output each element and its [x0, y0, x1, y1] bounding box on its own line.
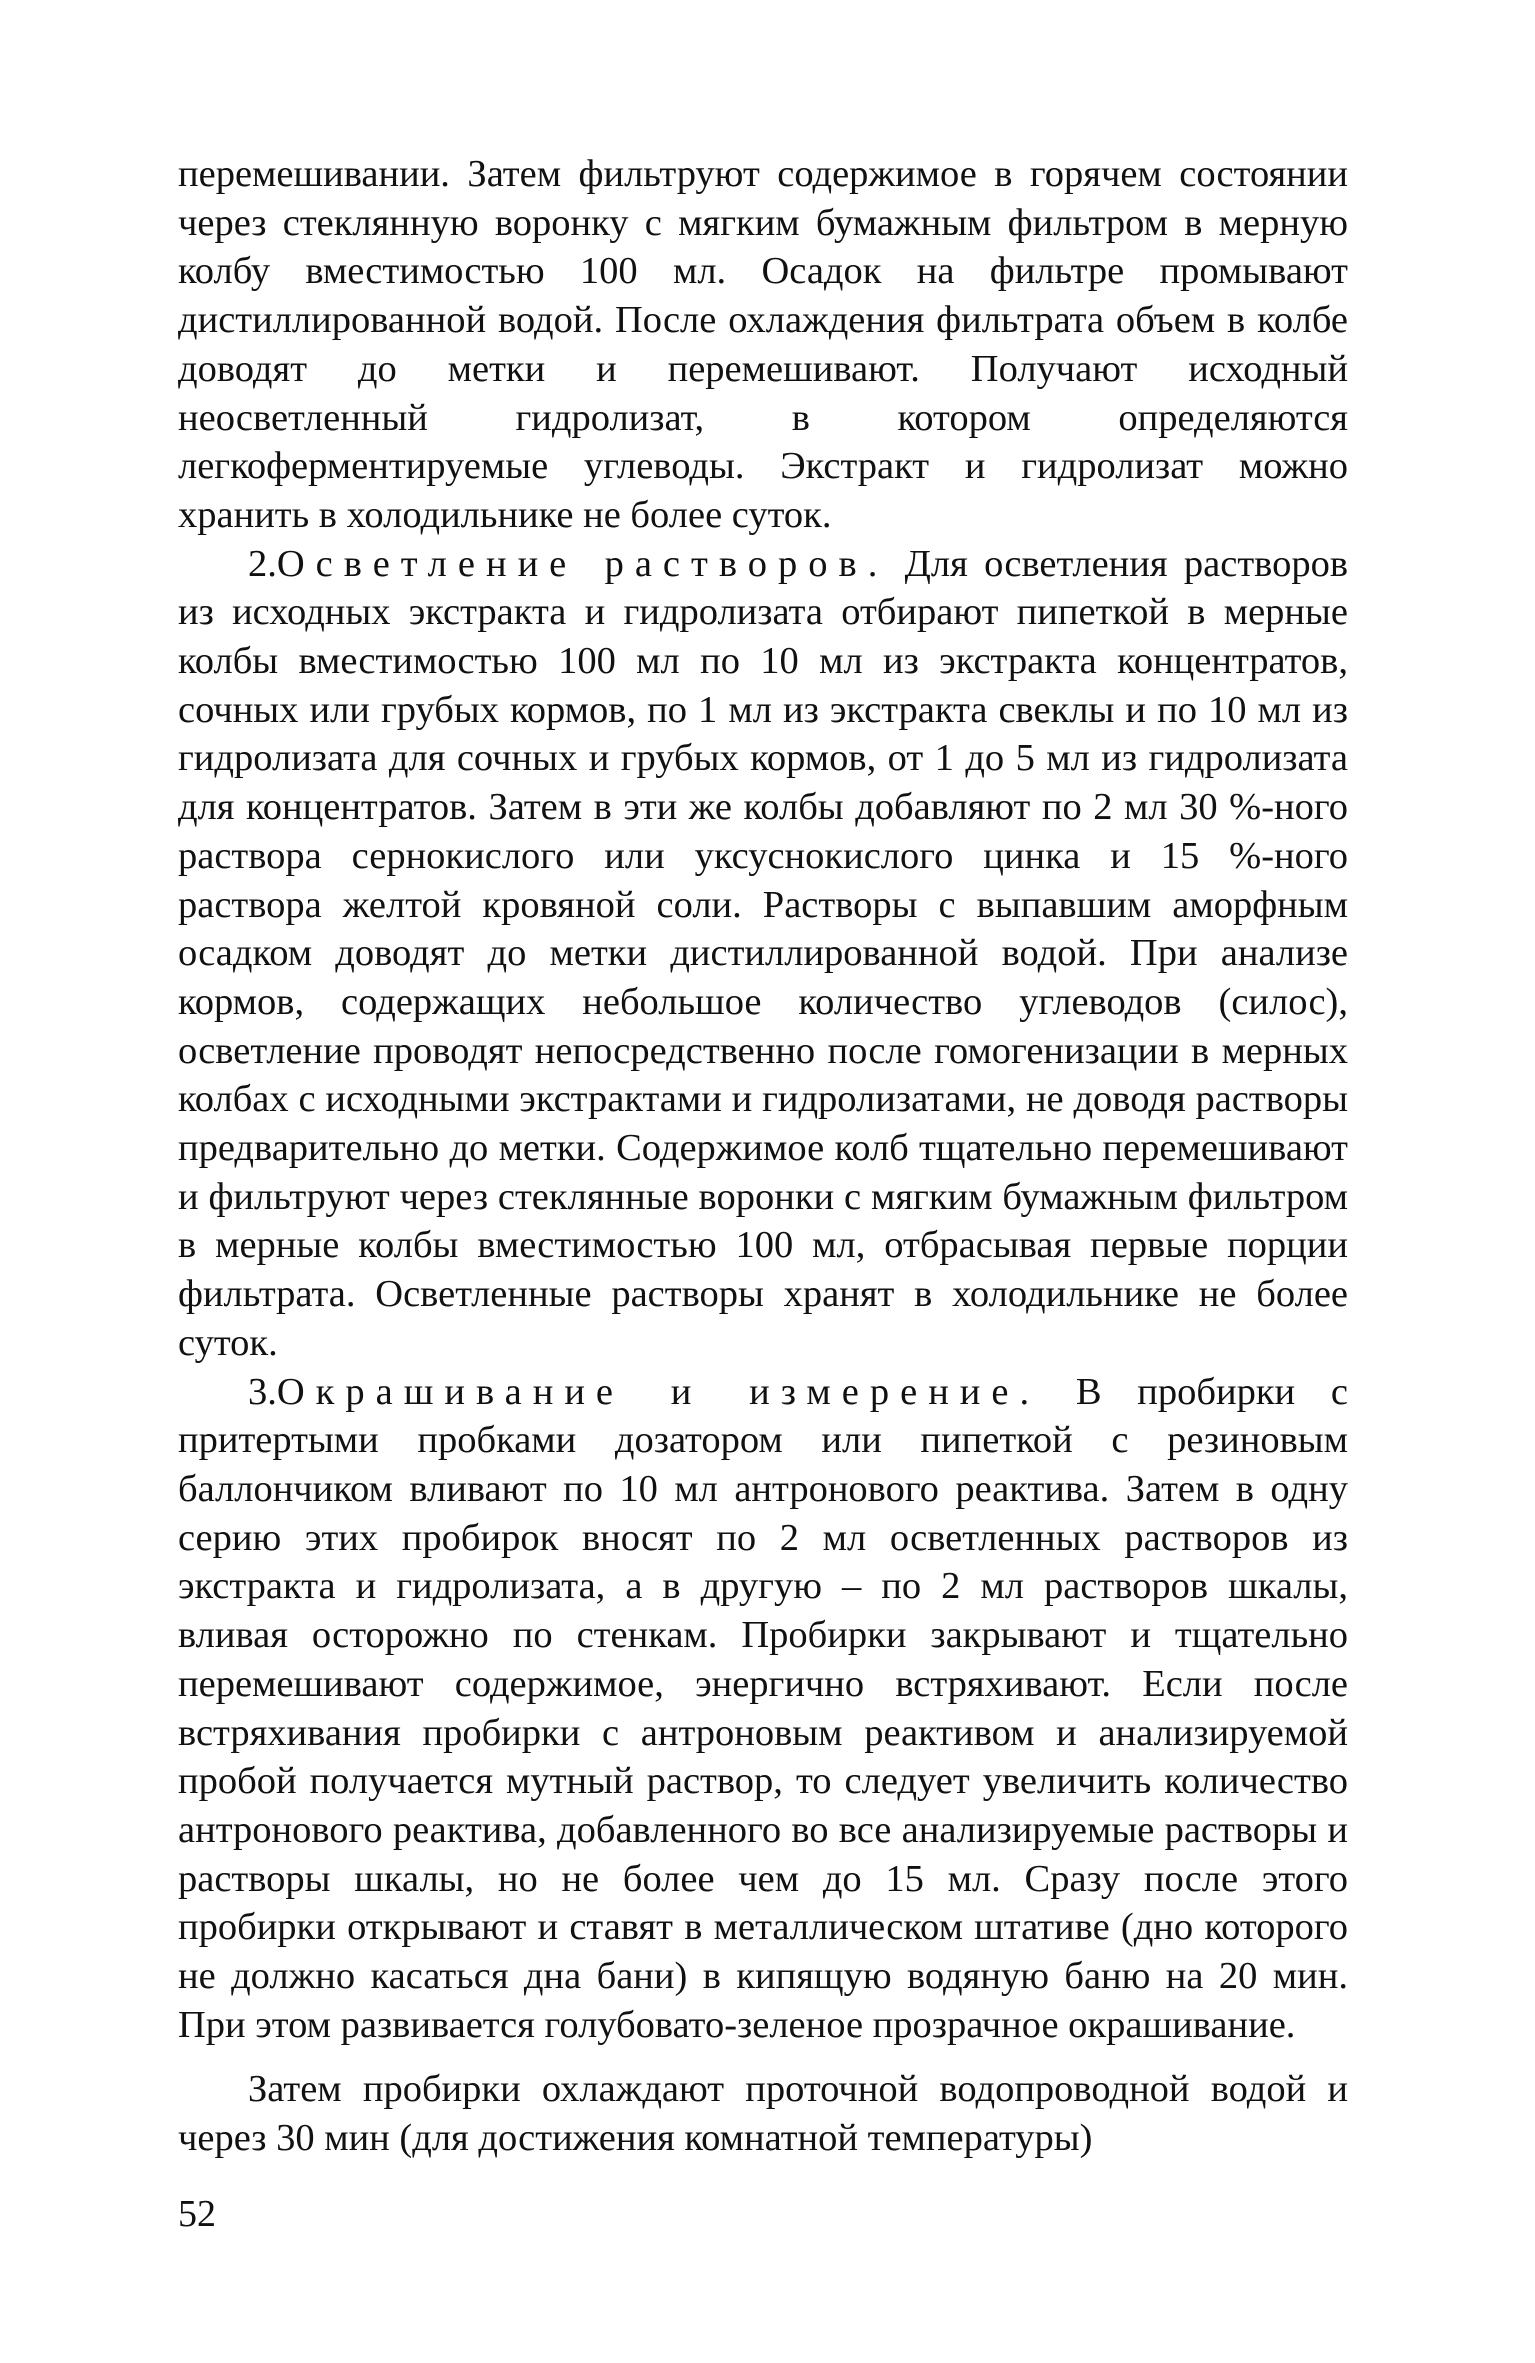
section-number: 2.	[248, 542, 277, 585]
section-heading: Окрашивание и измерение.	[276, 1370, 1041, 1413]
section-text: Для осветления растворов из исходных экстракта и гидролизата отбирают пипеткой в мерные колбы вместимостью 100 мл по 10 мл из экстракта концентратов, сочных или грубых кормов, по 1 мл из экстракта свеклы и по 10 мл из гидролизата для сочных и грубых кормов, от 1 до 5 мл из гидролизата для концентратов. Затем в эти же колбы добавляют по 2 мл 30 %-ного раствора сернокислого или уксуснокислого цинка и 15 %-ного раствора желтой кровяной соли. Растворы с выпавшим аморфным осадком доводят до метки дистиллированной водой. При анализе кормов, содержащих небольшое количество углеводов (силос), осветление проводят непосредственно после гомогенизации в мерных колбах с исходными экстрактами и гидролизатами, не доводя растворы предварительно до метки. Содержимое колб тщательно перемешивают и фильтруют через стеклянные воронки с мягким бумажным фильтром в мерные колбы вместимостью 100 мл, отбрасывая первые порции фильтрата. Осветленные растворы хранят в холодильнике не более суток.	[178, 542, 1348, 1364]
section-coloring	[178, 1368, 1348, 2050]
paragraph-continuation: перемешивании. Затем фильтруют содержимое в горячем состоянии через стеклянную воронку с мягким бумажным фильтром в мерную колбу вместимостью 100 мл. Осадок на фильтре промывают дистиллированной водой. После охлаждения фильтрата объем в колбе доводят до метки и перемешивают. Получают исходный неосветленный гидролизат, в котором определяются легкоферментируемые углеводы. Экстракт и гидролизат можно хранить в холодильнике не более суток.	[178, 153, 1348, 536]
section-number: 3.	[248, 1370, 277, 1413]
section-heading: Осветление растворов.	[276, 542, 889, 585]
page-number: 52	[178, 2193, 216, 2235]
section-text: В пробирки с притертыми пробками дозатором или пипеткой с резиновым баллончиком вливают по 10 мл антронового реактива. Затем в одну серию этих пробирок вносят по 2 мл осветленных растворов из экстракта и гидролизата, а в другую – по 2 мл растворов шкалы, вливая осторожно по стенкам. Пробирки закрывают и тщательно перемешивают содержимое, энергично встряхивают. Если после встряхивания пробирки с антроновым реактивом и анализируемой пробой получается мутный раствор, то следует увеличить количество антронового реактива, добавленного во все анализируемые растворы и растворы шкалы, но не более чем до 15 мл. Сразу после этого пробирки открывают и ставят в металлическом штативе (дно которого не должно касаться дна бани) в кипящую водяную баню на 20 мин. При этом развивается голубовато-зеленое прозрачное окрашивание.	[178, 1370, 1349, 2046]
page-body	[178, 150, 1348, 2163]
section-clarification	[178, 540, 1348, 1368]
paragraph-cooling: Затем пробирки охлаждают проточной водопроводной водой и через 30 мин (для достижения комнатной температуры)	[178, 2068, 1348, 2160]
